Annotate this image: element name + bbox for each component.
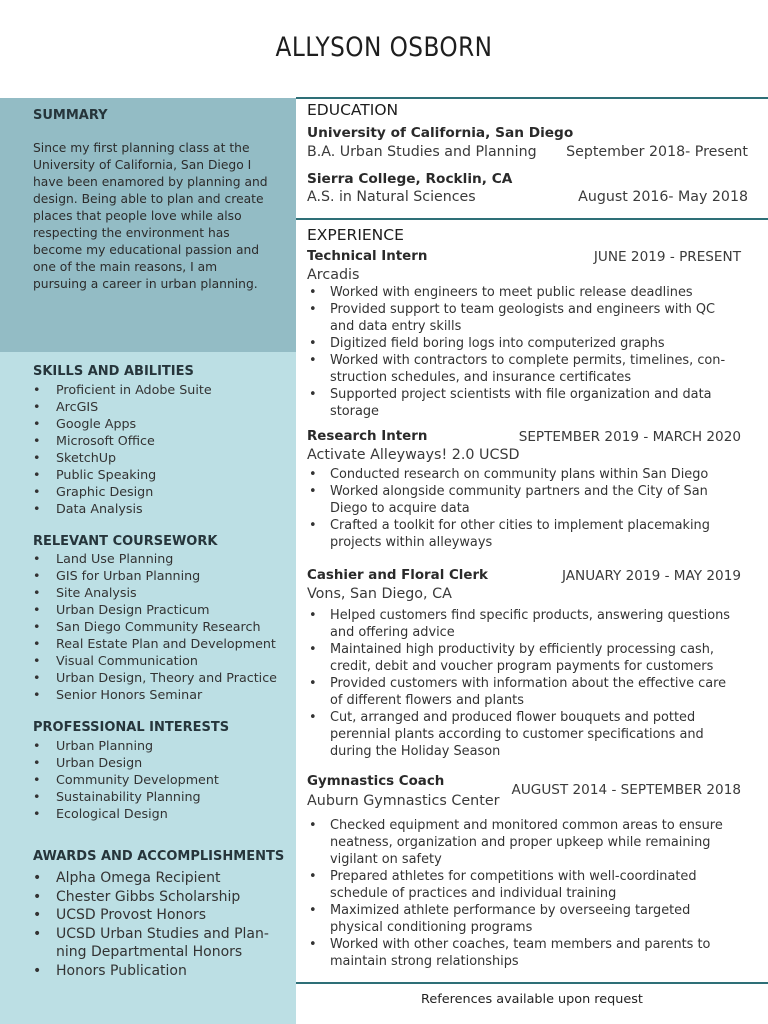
footer-divider (296, 982, 768, 984)
list-item: • ArcGIS (33, 398, 212, 415)
list-item: • Provided customers with information about the effective care of different flowers and plants (307, 675, 735, 709)
list-item: • Supported project scientists with file organization and data storage (307, 386, 735, 420)
list-item: • Senior Honors Seminar (33, 686, 277, 703)
job-duties (307, 607, 735, 760)
list-item: • Digitized field boring logs into computerized graphs (307, 335, 735, 352)
list-item: • Urban Design Practicum (33, 601, 277, 618)
degree-dates: September 2018- Present (566, 144, 748, 160)
school-name: Sierra College, Rocklin, CA (307, 171, 513, 187)
list-item: • Urban Design, Theory and Practice (33, 669, 277, 686)
list-item: • Microsoft Office (33, 432, 212, 449)
list-item: • Real Estate Plan and Development (33, 635, 277, 652)
coursework-list (33, 550, 277, 703)
degree: B.A. Urban Studies and Planning (307, 144, 537, 160)
list-item: • Honors Publication (33, 962, 276, 981)
list-item: • Checked equipment and monitored common areas to ensure neatness, organization and proper upkeep while remaining vigilant on safety (307, 817, 735, 868)
job-title: Research Intern (307, 429, 428, 444)
list-item: • Prepared athletes for competitions with well-coordinated schedule of practices and individual training (307, 868, 735, 902)
job-title: Technical Intern (307, 249, 428, 264)
job-duties (307, 284, 735, 420)
list-item: • Community Development (33, 771, 219, 788)
list-item: • Alpha Omega Recipient (33, 869, 276, 888)
summary-text: Since my first planning class at the University of California, San Diego I have been enamored by planning and design. Being able to plan and create places that people love while also respecting the environment has become my educational passion and one of the main reasons, I am pursuing a career in urban planning. (33, 141, 268, 291)
job-dates: JUNE 2019 - PRESENT (593, 249, 741, 265)
section-divider (296, 97, 768, 99)
list-item: • Provided support to team geologists and engineers with QC and data entry skills (307, 301, 735, 335)
list-item: • Cut, arranged and produced flower bouquets and potted perennial plants according to customer specifications and during the Holiday Season (307, 709, 735, 760)
school-name: University of California, San Diego (307, 125, 574, 141)
degree-dates: August 2016- May 2018 (578, 189, 748, 205)
resume-name: ALLYSON OSBORN (275, 32, 493, 63)
list-item: • Visual Communication (33, 652, 277, 669)
list-item: • Land Use Planning (33, 550, 277, 567)
awards-list (33, 869, 276, 981)
list-item: • Worked with other coaches, team members and parents to maintain strong relationships (307, 936, 735, 970)
job-company: Activate Alleyways! 2.0 UCSD (307, 447, 520, 463)
list-item: • Ecological Design (33, 805, 219, 822)
list-item: • Maximized athlete performance by overseeing targeted physical conditioning programs (307, 902, 735, 936)
list-item: • UCSD Urban Studies and Planning Departmental Honors (33, 925, 276, 962)
job-dates: JANUARY 2019 - MAY 2019 (561, 568, 741, 584)
interests-heading: PROFESSIONAL INTERESTS (33, 720, 230, 735)
summary-heading: SUMMARY (33, 108, 108, 123)
experience-heading: EXPERIENCE (307, 226, 404, 244)
list-item: • Worked with engineers to meet public release deadlines (307, 284, 735, 301)
list-item: • Crafted a toolkit for other cities to implement placemaking projects within alleyways (307, 517, 735, 551)
education-heading: EDUCATION (307, 101, 399, 119)
section-divider (296, 218, 768, 220)
list-item: • Site Analysis (33, 584, 277, 601)
list-item: • SketchUp (33, 449, 212, 466)
list-item: • Helped customers find specific products, answering questions and offering advice (307, 607, 735, 641)
sidebar (0, 98, 296, 1024)
skills-list (33, 381, 212, 517)
job-dates: AUGUST 2014 - SEPTEMBER 2018 (511, 782, 741, 798)
summary-block (0, 98, 296, 352)
list-item: • Worked with contractors to complete permits, timelines, construction schedules, and insurance certificates (307, 352, 735, 386)
job-company: Vons, San Diego, CA (307, 586, 452, 602)
degree: A.S. in Natural Sciences (307, 189, 476, 205)
list-item: • Maintained high productivity by efficiently processing cash, credit, debit and voucher program payments for customers (307, 641, 735, 675)
skills-heading: SKILLS AND ABILITIES (33, 364, 194, 379)
list-item: • GIS for Urban Planning (33, 567, 277, 584)
list-item: • Public Speaking (33, 466, 212, 483)
job-duties (307, 817, 735, 970)
job-title: Cashier and Floral Clerk (307, 568, 488, 583)
list-item: • San Diego Community Research (33, 618, 277, 635)
list-item: • Urban Planning (33, 737, 219, 754)
list-item: • Conducted research on community plans within San Diego (307, 466, 735, 483)
job-dates: SEPTEMBER 2019 - MARCH 2020 (518, 429, 741, 445)
awards-heading: AWARDS AND ACCOMPLISHMENTS (33, 849, 285, 864)
list-item: • Sustainability Planning (33, 788, 219, 805)
job-company: Auburn Gymnastics Center (307, 793, 500, 809)
list-item: • Worked alongside community partners and the City of San Diego to acquire data (307, 483, 735, 517)
list-item: • Google Apps (33, 415, 212, 432)
job-title: Gymnastics Coach (307, 774, 445, 789)
references-note: References available upon request (421, 992, 643, 1007)
job-company: Arcadis (307, 267, 360, 283)
job-duties (307, 466, 735, 551)
list-item: • UCSD Provost Honors (33, 906, 276, 925)
list-item: • Graphic Design (33, 483, 212, 500)
coursework-heading: RELEVANT COURSEWORK (33, 534, 218, 549)
interests-list (33, 737, 219, 822)
list-item: • Proficient in Adobe Suite (33, 381, 212, 398)
list-item: • Data Analysis (33, 500, 212, 517)
list-item: • Urban Design (33, 754, 219, 771)
list-item: • Chester Gibbs Scholarship (33, 888, 276, 907)
